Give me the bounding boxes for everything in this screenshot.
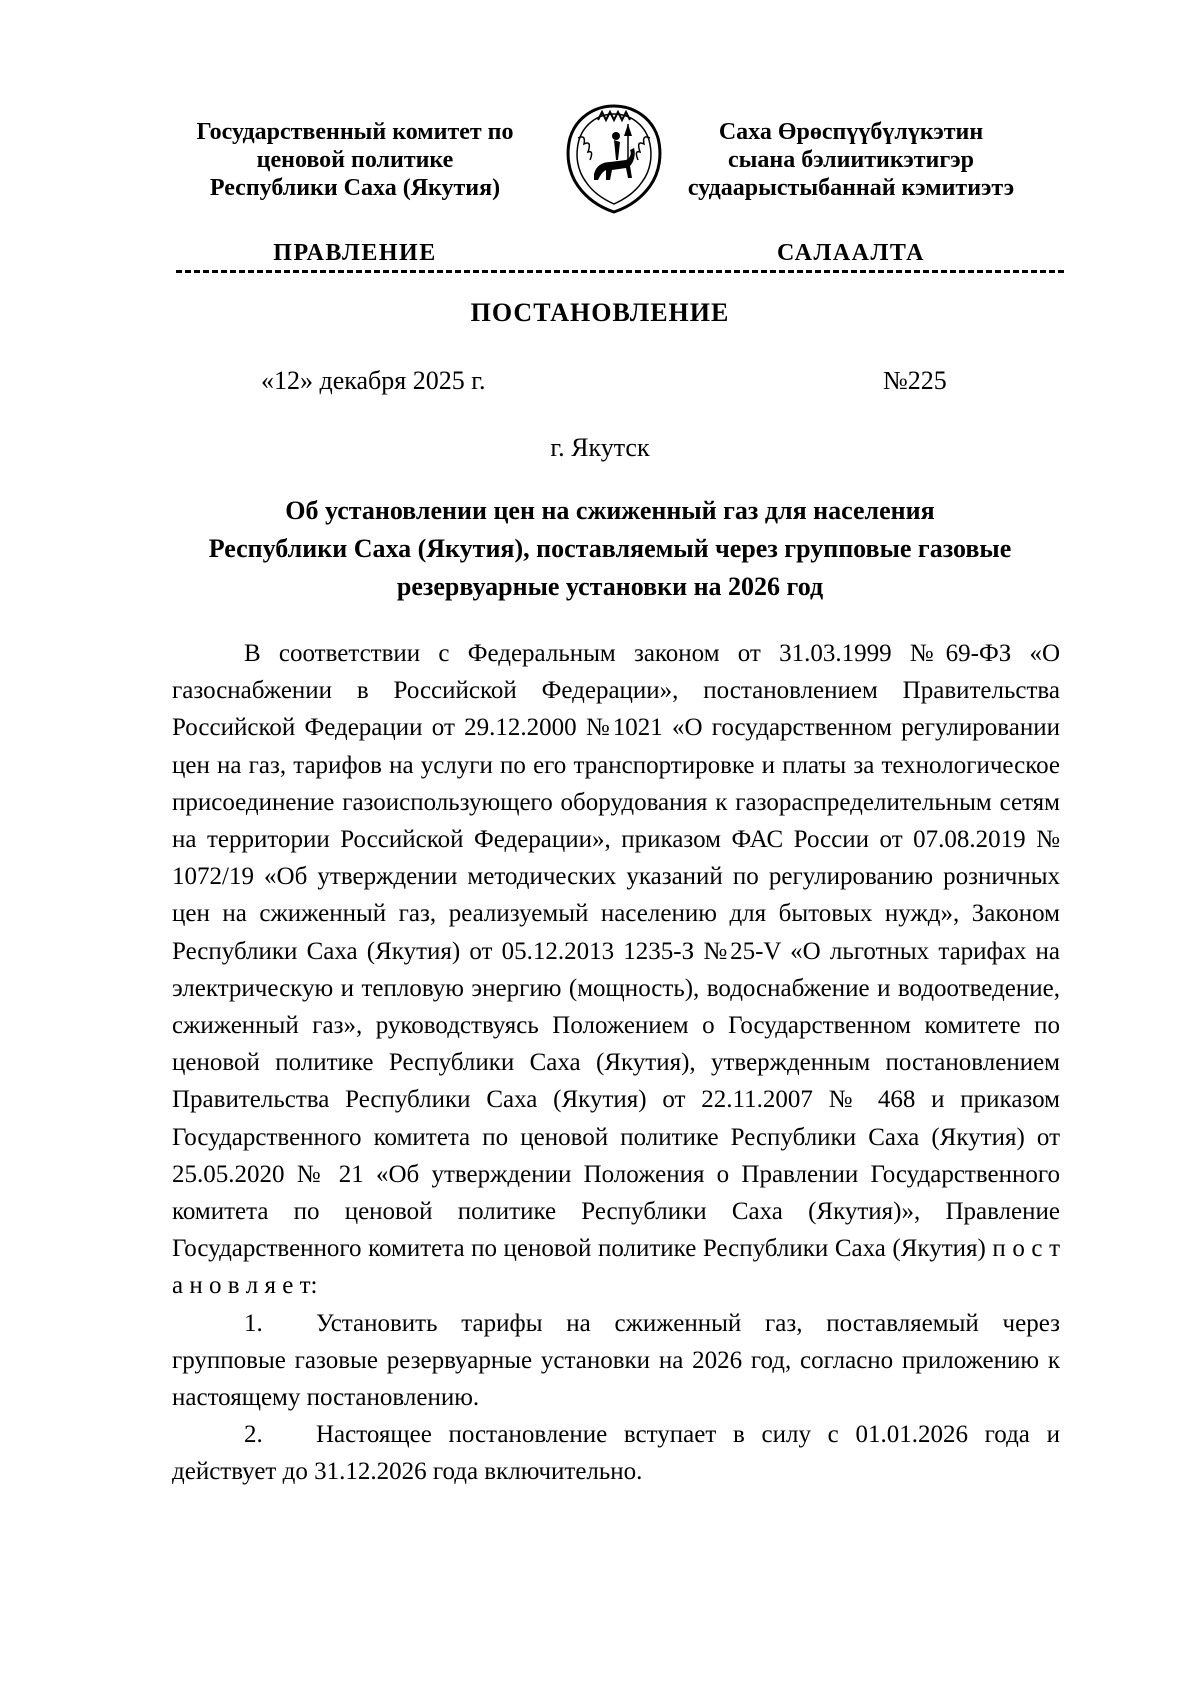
preamble-text: В соответствии с Федеральным законом от 31.03.1999 №69-ФЗ «О газоснабжении в Российской Федерации», постановлением Правительства Российской Федерации от 29.12.2000 №1021 «О государственном регулировании цен на газ, тарифов на услуги по его транспортировке и платы за технологическое присоединение газоиспользующего оборудования к газораспределительным сетям на территории Российской Федерации», приказом ФАС России от 07.08.2019 № 1072/19 «Об утверждении методических указаний по регулированию розничных цен на сжиженный газ, реализуемый населению для бытовых нужд», Законом Республики Саха (Якутия) от 05.12.2013 1235-З №25-V «О льготных тарифах на электрическую и тепловую энергию (мощность), водоснабжение и водоотведение, сжиженный газ», руководствуясь Положением о Государственном комитете по ценовой политике Республики Саха (Якутия), утвержденным постановлением Правительства Республики Саха (Якутия) от 22.11.2007 № 468 и приказом Государственного комитета по ценовой политике Республики Саха (Якутия) от 25.05.2020 № 21 «Об утверждении Положения о Правлении Государственного комитета по ценовой политике Республики Саха (Якутия)», Правление Государственного комитета по ценовой политике Республики Саха (Якутия) (172, 640, 1060, 1263)
document-type-heading: ПОСТАНОВЛЕНИЕ (470, 298, 730, 327)
document-title (160, 492, 1060, 606)
dashed-divider (176, 270, 1064, 273)
resolution-item (172, 1416, 1060, 1490)
item-number: 2. (244, 1421, 263, 1449)
committee-name-russian (180, 118, 530, 202)
committee-name-line: Республики Саха (Якутия) (209, 175, 501, 201)
resolve-word: п о с т а н о в л я е т: (172, 1235, 1060, 1300)
title-line: Об установлении цен на сжиженный газ для населения (285, 496, 935, 525)
resolution-item (172, 1305, 1060, 1417)
item-text: Установить тарифы на сжиженный газ, поставляемый через групповые газовые резервуарные установки на 2026 год, согласно приложению к настоящему постановлению. (172, 1309, 1060, 1412)
committee-name-line: ценовой политике (256, 147, 454, 173)
committee-name-yakut (676, 118, 1026, 202)
preamble-paragraph (172, 635, 1060, 1305)
item-number: 1. (244, 1309, 263, 1337)
coat-of-arms-icon (564, 100, 664, 216)
document-city: г. Якутск (550, 433, 650, 462)
committee-name-line: Государственный комитет по (196, 119, 514, 145)
title-line: резервуарные установки на 2026 год (396, 572, 824, 601)
document-body (172, 635, 1060, 1491)
item-text: Настоящее постановление вступает в силу с 01.01.2026 года и действует до 31.12.2026 года включительно. (172, 1421, 1060, 1486)
committee-name-line: судаарыстыбаннай кэмитиэтэ (687, 175, 1015, 201)
committee-name-line: сыана бэлиитикэтигэр (727, 147, 974, 173)
title-line: Республики Саха (Якутия), поставляемый через групповые газовые (208, 534, 1012, 563)
committee-name-line: Саха Өрөспүүбүлүкэтин (718, 119, 984, 145)
board-label-russian: ПРАВЛЕНИЕ (273, 240, 437, 266)
board-label-yakut: САЛААЛТА (776, 240, 926, 266)
document-number: №225 (883, 366, 947, 395)
document-date: «12» декабря 2025 г. (261, 366, 486, 395)
